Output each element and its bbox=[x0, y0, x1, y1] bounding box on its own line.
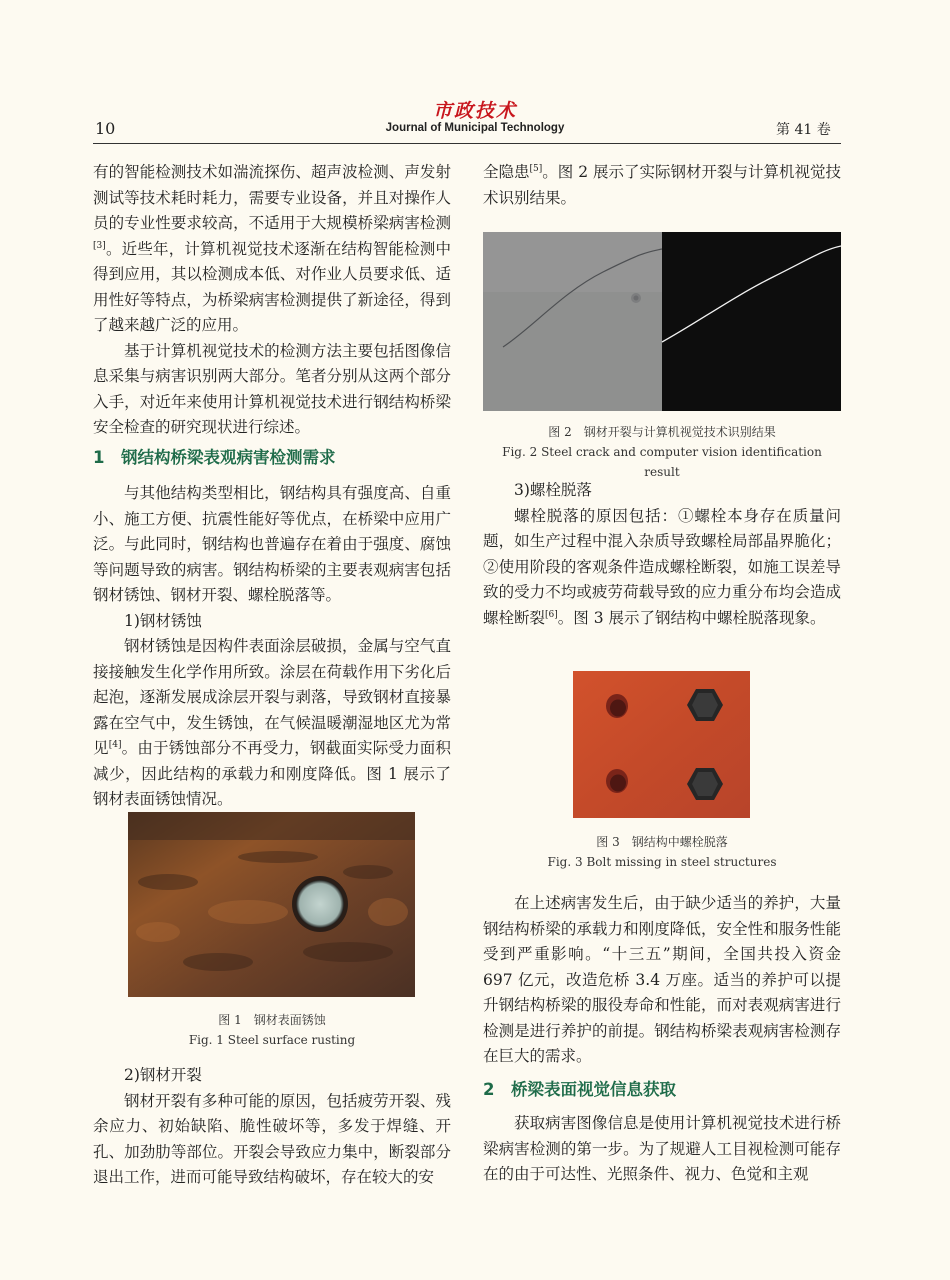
section-number: 2 bbox=[483, 1080, 495, 1099]
figure-3-image bbox=[573, 671, 750, 818]
journal-name: Journal of Municipal Technology bbox=[385, 122, 565, 134]
left-column bbox=[93, 160, 451, 441]
figure-caption-en: Fig. 1 Steel surface rusting bbox=[188, 1033, 356, 1047]
right-column-bolts bbox=[483, 478, 841, 631]
figure-2-image bbox=[483, 232, 841, 411]
section-title: 桥梁表面视觉信息获取 bbox=[511, 1080, 676, 1099]
figure-3-caption bbox=[483, 832, 841, 872]
figure-1-caption bbox=[93, 1010, 451, 1050]
subsection-heading: 2)钢材开裂 bbox=[124, 1066, 202, 1084]
figure-1-image bbox=[128, 812, 415, 997]
section-title: 钢结构桥梁表观病害检测需求 bbox=[121, 448, 336, 467]
volume-label: 第 41 卷 bbox=[776, 122, 831, 138]
intro-paragraph-2: 基于计算机视觉技术的检测方法主要包括图像信息采集与病害识别两大部分。笔者分别从这两个部分入手，对近年来使用计算机视觉技术进行钢结构桥梁安全检查的研究现状进行综述。 bbox=[93, 341, 451, 436]
bolts-paragraph: 螺栓脱落的原因包括：①螺栓本身存在质量问题，如生产过程中混入杂质导致螺栓局部晶界脆化；②使用阶段的客观条件造成螺栓断裂，如施工误差导致的受力不均或疲劳荷载导致的应力重分布均会造成螺栓断裂[6]。图 3 展示了钢结构中螺栓脱落现象。 bbox=[483, 506, 841, 627]
continued-paragraph: 全隐患[5]。图 2 展示了实际钢材开裂与计算机视觉技术识别结果。 bbox=[483, 163, 841, 207]
right-column-after bbox=[483, 891, 841, 1070]
figure-caption-cn: 图 1 钢材表面锈蚀 bbox=[218, 1013, 326, 1027]
maintenance-paragraph: 在上述病害发生后，由于缺少适当的养护，大量钢结构桥梁的承载力和刚度降低，安全性和服务性能受到严重影响。“十三五”期间，全国共投入资金 697 亿元，改造危桥 3.4 万座。适当的养护可以提升钢结构桥梁的服役寿命和性能，而对表观病害进行检测是进行养护的前提。钢结构桥梁表观病害检测存在巨大的需求。 bbox=[483, 894, 841, 1065]
figure-caption-cn: 图 3 钢结构中螺栓脱落 bbox=[596, 835, 728, 849]
left-column-section1 bbox=[93, 481, 451, 813]
citation-ref[interactable]: [5] bbox=[529, 163, 543, 174]
figure-caption-en: Fig. 2 Steel crack and computer vision identification result bbox=[502, 445, 822, 479]
figure-2-caption bbox=[483, 422, 841, 482]
citation-ref[interactable]: [4] bbox=[108, 739, 122, 750]
right-column-top bbox=[483, 160, 841, 211]
figure-caption-en: Fig. 3 Bolt missing in steel structures bbox=[547, 855, 777, 869]
page-number: 10 bbox=[95, 119, 116, 138]
intro-paragraph-1: 有的智能检测技术如湍流探伤、超声波检测、声发射测试等技术耗时耗力，需要专业设备，并且对操作人员的专业性要求较高，不适用于大规模桥梁病害检测[3]。近些年，计算机视觉技术逐渐在结构智能检测中得到应用，其以检测成本低、对作业人员要求低、适用性好等特点，为桥梁病害检测提供了新途径，得到了越来越广泛的应用。 bbox=[93, 163, 451, 334]
section-1-paragraph: 与其他结构类型相比，钢结构具有强度高、自重小、施工方便、抗震性能好等优点，在桥梁中应用广泛。与此同时，钢结构也普遍存在着由于强度、腐蚀等问题导致的病害。钢结构桥梁的主要表观病害包括钢材锈蚀、钢材开裂、螺栓脱落等。 bbox=[93, 484, 451, 604]
header-rule bbox=[93, 143, 841, 144]
figure-caption-cn: 图 2 钢材开裂与计算机视觉技术识别结果 bbox=[548, 425, 776, 439]
subsection-heading: 1)钢材锈蚀 bbox=[124, 611, 202, 630]
rusting-paragraph: 钢材锈蚀是因构件表面涂层破损，金属与空气直接接触发生化学作用所致。涂层在荷载作用下劣化后起泡，逐渐发展成涂层开裂与剥落，导致钢材直接暴露在空气中，发生锈蚀，在气候温暖潮湿地区尤为常见[4]。由于锈蚀部分不再受力，钢截面实际受力面积减少，因此结构的承载力和刚度降低。图 1 展示了钢材表面锈蚀情况。 bbox=[93, 637, 451, 808]
citation-ref[interactable]: [3] bbox=[93, 240, 106, 251]
section-1-heading bbox=[93, 444, 451, 468]
right-column-section2 bbox=[483, 1111, 841, 1188]
section-number: 1 bbox=[93, 448, 105, 467]
citation-ref[interactable]: [6] bbox=[545, 609, 558, 620]
cracking-paragraph: 钢材开裂有多种可能的原因，包括疲劳开裂、残余应力、初始缺陷、脆性破坏等，多发于焊缝、开孔、加劲肋等部位。开裂会导致应力集中，断裂部分退出工作，进而可能导致结构破坏，存在较大的安 bbox=[93, 1091, 451, 1186]
subsection-heading: 3)螺栓脱落 bbox=[514, 481, 592, 499]
section-2-heading bbox=[483, 1076, 841, 1100]
journal-logo: 市政技术 bbox=[432, 100, 517, 122]
left-column-cracking bbox=[93, 1063, 451, 1191]
section-2-paragraph: 获取病害图像信息是使用计算机视觉技术进行桥梁病害检测的第一步。为了规避人工目视检测可能存在的由于可达性、光照条件、视力、色觉和主观 bbox=[483, 1114, 841, 1183]
